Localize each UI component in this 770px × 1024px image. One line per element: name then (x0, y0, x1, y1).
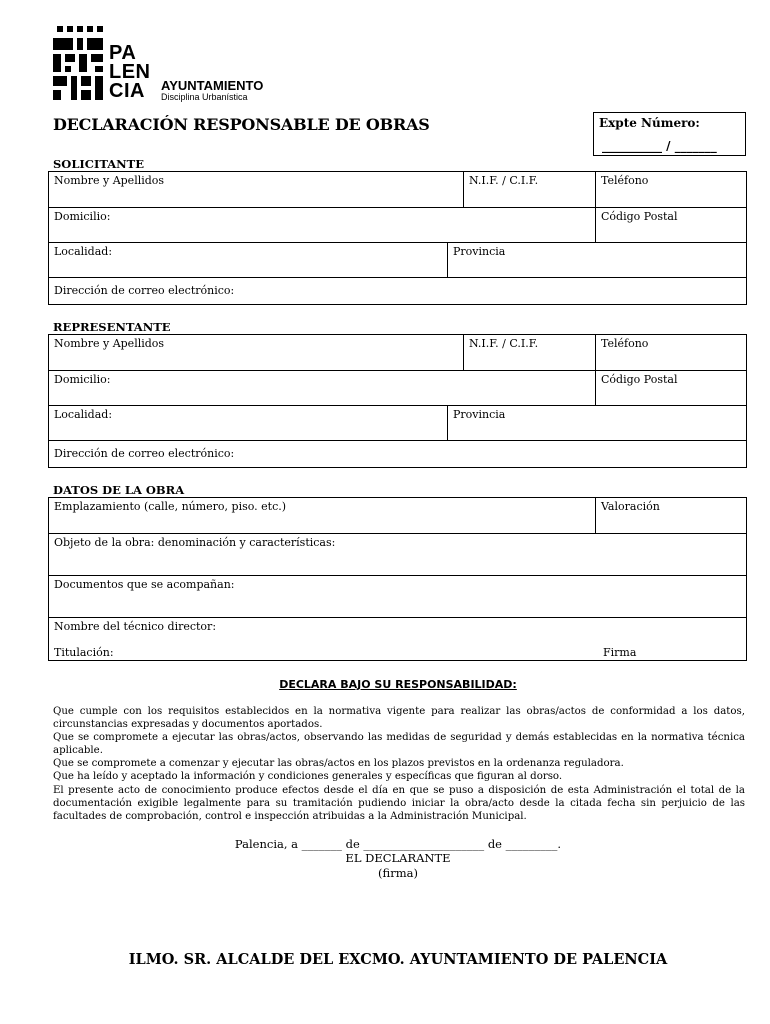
declara-paragraph: El presente acto de conocimiento produce efectos desde el día en que se puso a disposición de esta Administración el total de la documentación exigible legalmente para su tramitación pudiendo iniciar la obra/acto desde la citada fecha sin perjuicio de las facultades de comprobación, control e inspección atribuidas a la Administración Municipal. (53, 784, 745, 822)
field-label: Emplazamiento (calle, número, piso. etc.) (54, 500, 287, 513)
signature-declarante: EL DECLARANTE (345, 851, 451, 865)
expte-label: Expte Número: (599, 116, 700, 130)
solicitante-telefono-field[interactable] (595, 172, 747, 207)
representante-nif-field[interactable] (463, 335, 595, 370)
solicitante-cp-field[interactable] (595, 208, 747, 242)
declara-paragraph: Que se compromete a comenzar y ejecutar las obras/actos en los plazos previstos en la ordenanza reguladora. (53, 758, 624, 770)
logo-line-2: LEN (109, 61, 151, 83)
field-label: Documentos que se acompañan: (54, 578, 235, 591)
obra-tecnico-field[interactable] (49, 618, 747, 661)
palencia-logo (53, 24, 268, 104)
field-label: Objeto de la obra: denominación y características: (54, 536, 336, 549)
obra-emplazamiento-field[interactable] (49, 498, 595, 533)
field-label: Domicilio: (54, 210, 111, 223)
field-label: Código Postal (601, 210, 678, 223)
declara-body (53, 705, 745, 823)
field-label: Firma (603, 646, 637, 659)
field-label: Dirección de correo electrónico: (54, 284, 235, 297)
declara-paragraph: Que cumple con los requisitos establecidos en la normativa vigente para realizar las obras/actos de conformidad a los datos, circunstancias expresadas y documentos aportados. (53, 706, 745, 731)
representante-row-4 (49, 441, 746, 468)
field-label: Valoración (601, 500, 660, 513)
solicitante-row-4 (49, 278, 746, 305)
representante-cp-field[interactable] (595, 371, 747, 405)
representante-row-1 (49, 335, 746, 371)
field-label: Localidad: (54, 245, 113, 258)
solicitante-localidad-field[interactable] (49, 243, 447, 277)
field-label: Titulación: (54, 646, 114, 659)
solicitante-form (48, 171, 747, 305)
solicitante-nif-field[interactable] (463, 172, 595, 207)
representante-domicilio-field[interactable] (49, 371, 595, 405)
logo-line-1: PA (109, 42, 137, 64)
solicitante-nombre-field[interactable] (49, 172, 463, 207)
obra-row-2 (49, 534, 746, 576)
solicitante-row-2 (49, 208, 746, 243)
representante-localidad-field[interactable] (49, 406, 447, 440)
page-title: DECLARACIÓN RESPONSABLE DE OBRAS (53, 115, 430, 134)
expte-box (593, 112, 746, 156)
obra-objeto-field[interactable] (49, 534, 747, 575)
obra-row-3 (49, 576, 746, 618)
logo-line-3: CIA (109, 80, 145, 102)
field-label: Código Postal (601, 373, 678, 386)
representante-row-2 (49, 371, 746, 406)
signature-firma: (firma) (378, 866, 418, 880)
section-representante: REPRESENTANTE (53, 320, 171, 334)
representante-email-field[interactable] (49, 441, 747, 468)
field-label: Provincia (453, 408, 506, 421)
solicitante-row-1 (49, 172, 746, 208)
field-label: Nombre y Apellidos (54, 174, 165, 187)
declara-paragraph: Que se compromete a ejecutar las obras/actos, observando las medidas de seguridad y demás establecidas en la normativa técnica aplicable. (53, 732, 745, 757)
footer-addressee: ILMO. SR. ALCALDE DEL EXCMO. AYUNTAMIENTO DE PALENCIA (128, 951, 668, 968)
representante-provincia-field[interactable] (447, 406, 747, 440)
obra-documentos-field[interactable] (49, 576, 747, 617)
obra-row-4 (49, 618, 746, 661)
solicitante-email-field[interactable] (49, 278, 747, 305)
field-label: N.I.F. / C.I.F. (469, 337, 539, 350)
field-label: Provincia (453, 245, 506, 258)
field-label: Teléfono (601, 337, 649, 350)
field-label: Nombre del técnico director: (54, 620, 217, 633)
logo-org: AYUNTAMIENTO (161, 78, 264, 93)
field-label: Dirección de correo electrónico: (54, 447, 235, 460)
solicitante-domicilio-field[interactable] (49, 208, 595, 242)
section-solicitante: SOLICITANTE (53, 157, 145, 171)
representante-telefono-field[interactable] (595, 335, 747, 370)
field-label: Localidad: (54, 408, 113, 421)
section-datos-obra: DATOS DE LA OBRA (53, 483, 185, 497)
field-label: Domicilio: (54, 373, 111, 386)
representante-nombre-field[interactable] (49, 335, 463, 370)
declara-paragraph: Que ha leído y aceptado la información y condiciones generales y específicas que figuran al dorso. (53, 771, 563, 783)
signature-date-line[interactable]: Palencia, a _______ de _____________________ de _________. (234, 837, 562, 851)
expte-number-field[interactable]: __________ / _______ (602, 139, 717, 153)
declara-title: DECLARA BAJO SU RESPONSABILIDAD: (279, 678, 517, 691)
obra-form (48, 497, 747, 661)
field-label: Nombre y Apellidos (54, 337, 165, 350)
solicitante-provincia-field[interactable] (447, 243, 747, 277)
field-label: Teléfono (601, 174, 649, 187)
representante-form (48, 334, 747, 468)
representante-row-3 (49, 406, 746, 441)
field-label: N.I.F. / C.I.F. (469, 174, 539, 187)
castle-icon (53, 24, 103, 102)
obra-row-1 (49, 498, 746, 534)
logo-dept: Disciplina Urbanística (161, 92, 248, 102)
obra-valoracion-field[interactable] (595, 498, 747, 533)
solicitante-row-3 (49, 243, 746, 278)
